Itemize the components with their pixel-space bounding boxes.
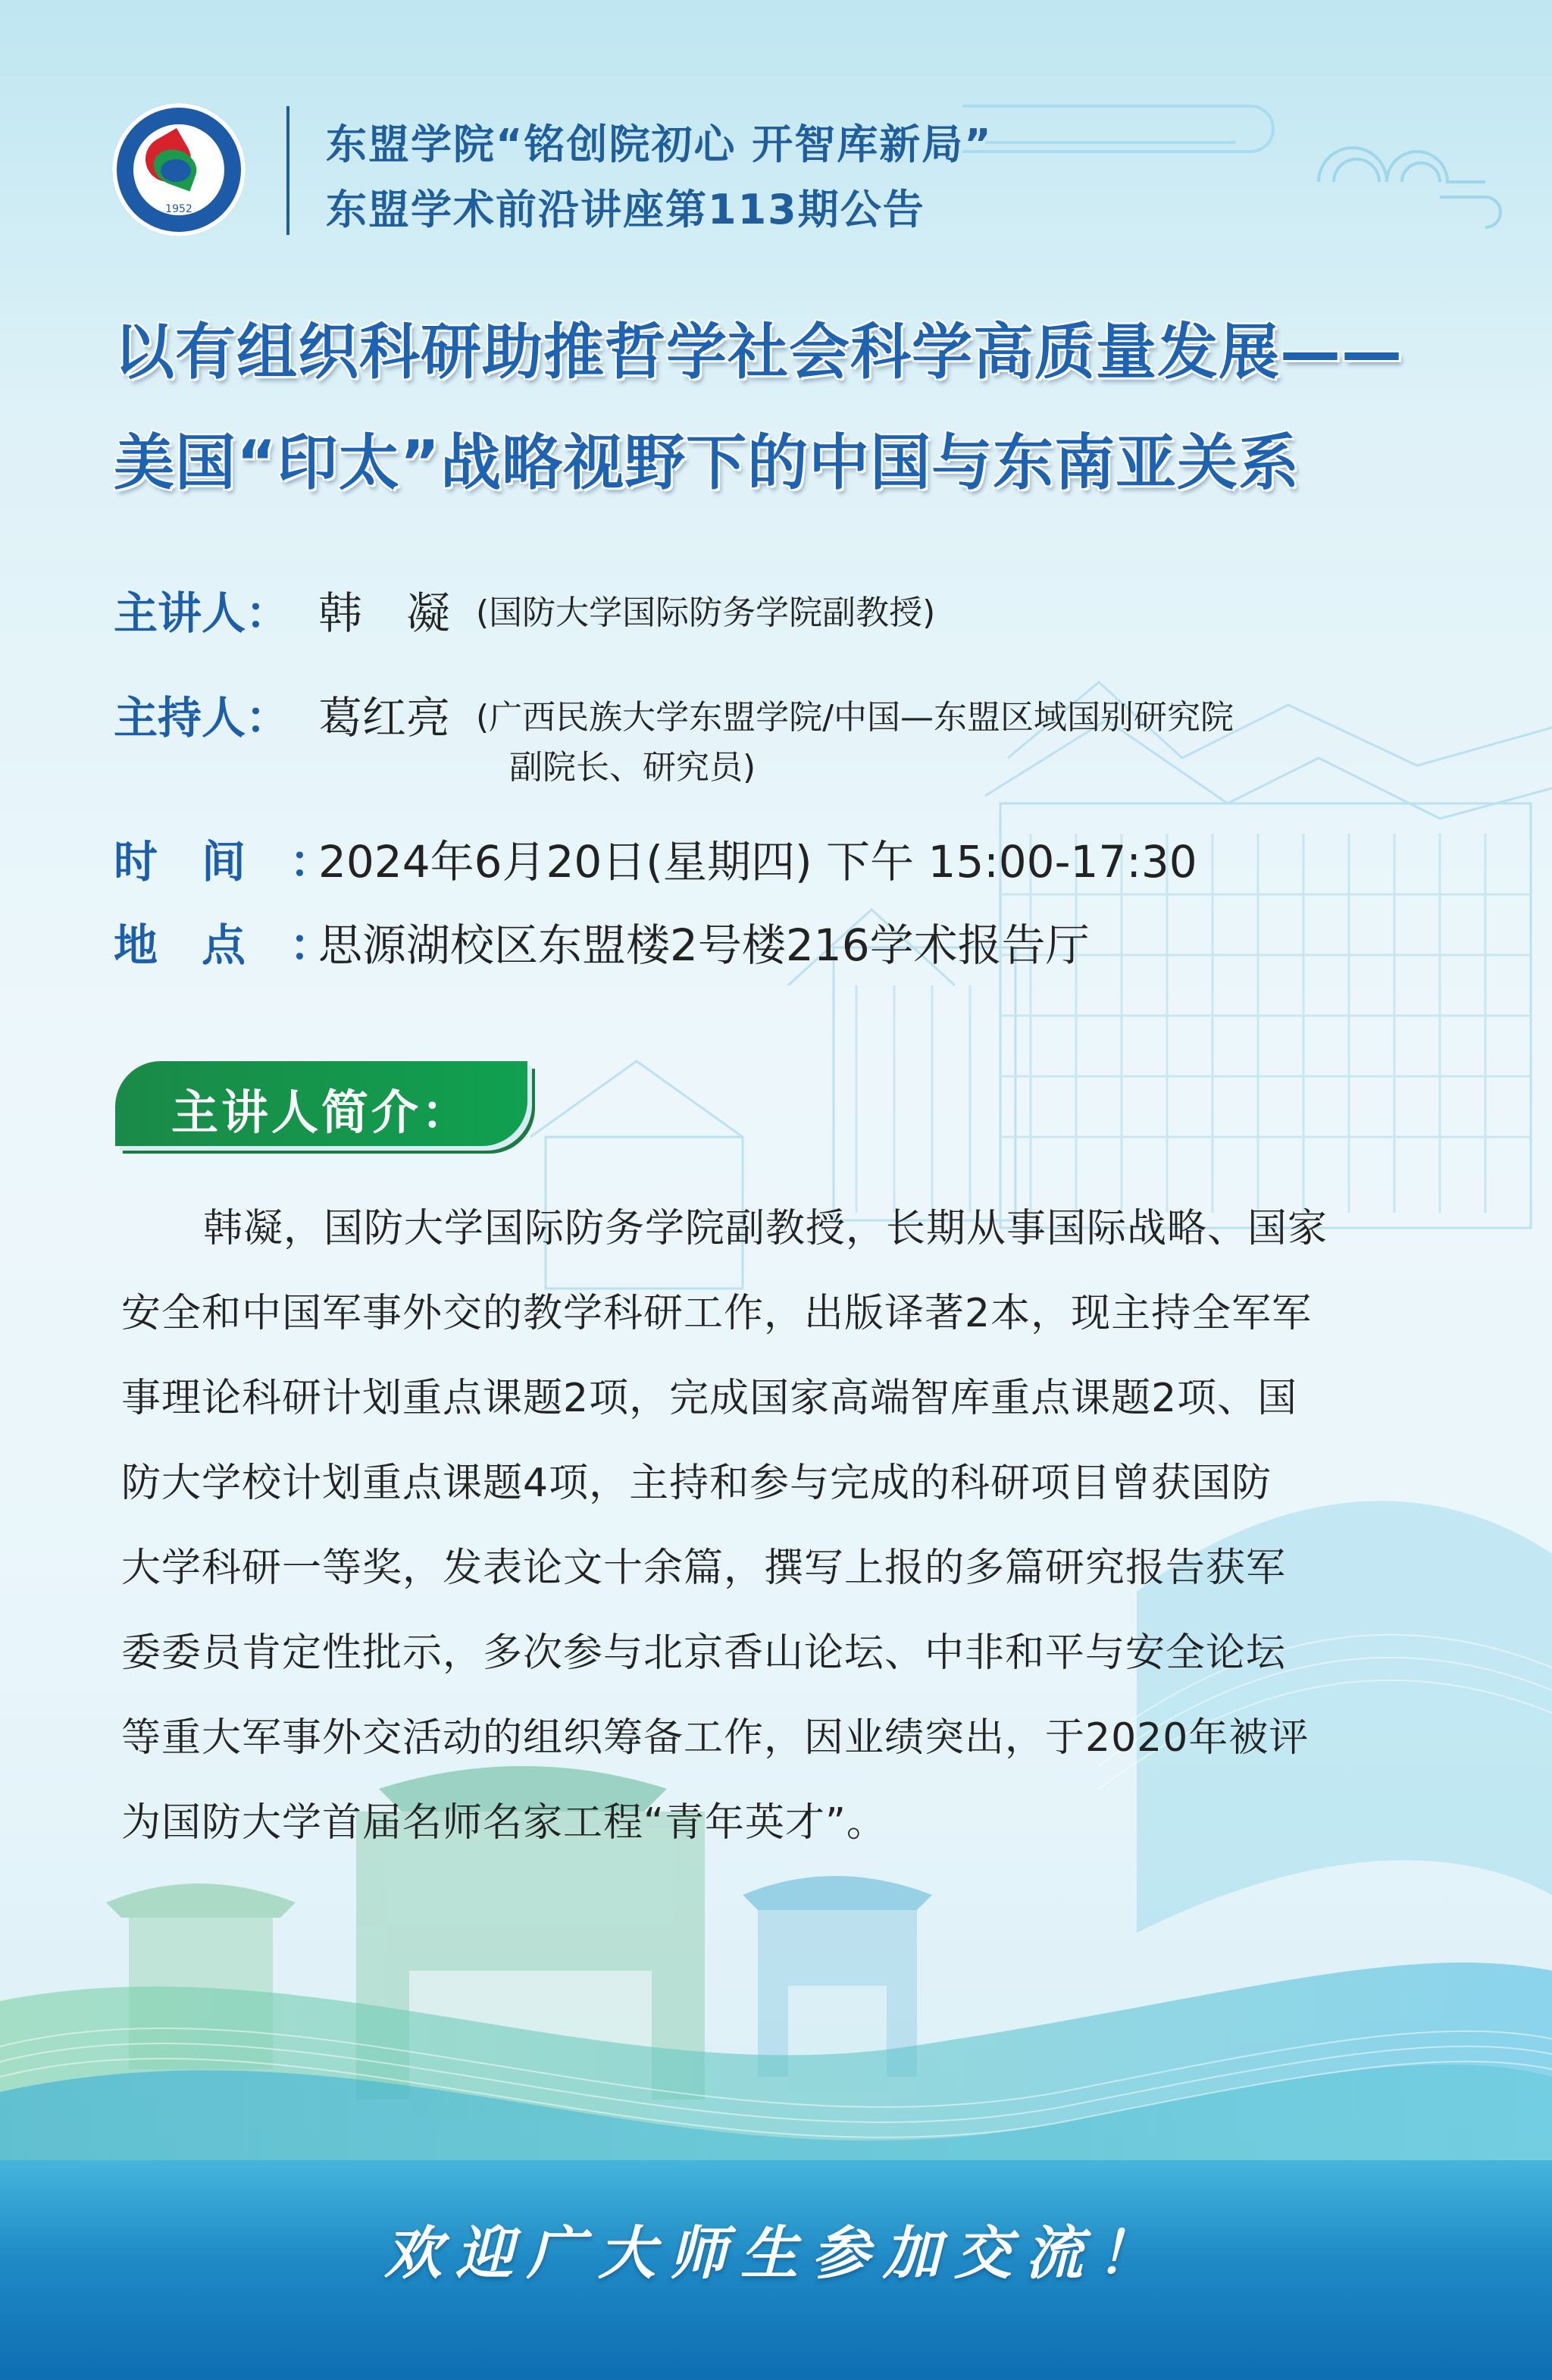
- header-streaks: [962, 106, 1273, 152]
- logo-blue-flame: [161, 159, 191, 182]
- footer-slogan: 欢迎广大师生参加交流！: [384, 2219, 1168, 2287]
- intro-line-4: 防大学校计划重点课题4项，主持和参与完成的科研项目曾获国防: [121, 1461, 1272, 1506]
- host-name: 葛红亮: [318, 692, 451, 744]
- host-affiliation-line-2: 副院长、研究员): [509, 748, 756, 787]
- time-value: 2024年6月20日(星期四) 下午 15:00-17:30: [318, 836, 1197, 888]
- place-value: 思源湖校区东盟楼2号楼216学术报告厅: [318, 919, 1090, 971]
- place-label: 地 点 ：: [114, 919, 334, 971]
- speaker-label: 主讲人：: [114, 587, 290, 639]
- header-announcement: 东盟学术前沿讲座第113期公告: [326, 186, 925, 233]
- intro-line-7: 等重大军事外交活动的组织筹备工作，因业绩突出，于2020年被评: [121, 1715, 1310, 1761]
- intro-line-3: 事理论科研计划重点课题2项，完成国家高端智库重点课题2项、国: [121, 1376, 1298, 1421]
- logo-year: 1952: [165, 203, 192, 215]
- intro-line-6: 委委员肯定性批示，多次参与北京香山论坛、中非和平与安全论坛: [121, 1630, 1287, 1676]
- time-label: 时 间 ：: [114, 836, 334, 888]
- intro-heading: 主讲人简介：: [171, 1085, 471, 1140]
- intro-line-5: 大学科研一等奖，发表论文十余篇，撰写上报的多篇研究报告获军: [121, 1545, 1287, 1591]
- cloud-ornament: [1319, 148, 1500, 227]
- host-label: 主持人：: [114, 692, 290, 744]
- intro-line-2: 安全和中国军事外交的教学科研工作，出版译著2本，现主持全军军: [121, 1291, 1313, 1336]
- intro-line-1: 韩凝，国防大学国际防务学院副教授，长期从事国际战略、国家: [203, 1206, 1328, 1251]
- intro-heading-banner: [115, 1061, 527, 1146]
- header-slogan: 东盟学院“铭创院初心 开智库新局”: [326, 121, 993, 168]
- main-title-line-1: 以有组织科研助推哲学社会科学高质量发展——: [114, 317, 1403, 387]
- speaker-name: 韩 凝: [318, 587, 451, 639]
- main-title-line-2: 美国“印太”战略视野下的中国与东南亚关系: [114, 427, 1300, 498]
- speaker-affiliation: (国防大学国际防务学院副教授): [476, 593, 936, 632]
- header-divider: [286, 106, 289, 235]
- university-logo: [112, 103, 246, 236]
- host-affiliation-line-1: (广西民族大学东盟学院/中国—东盟区域国别研究院: [476, 698, 1234, 737]
- intro-line-8: 为国防大学首届名师名家工程“青年英才”。: [121, 1800, 887, 1846]
